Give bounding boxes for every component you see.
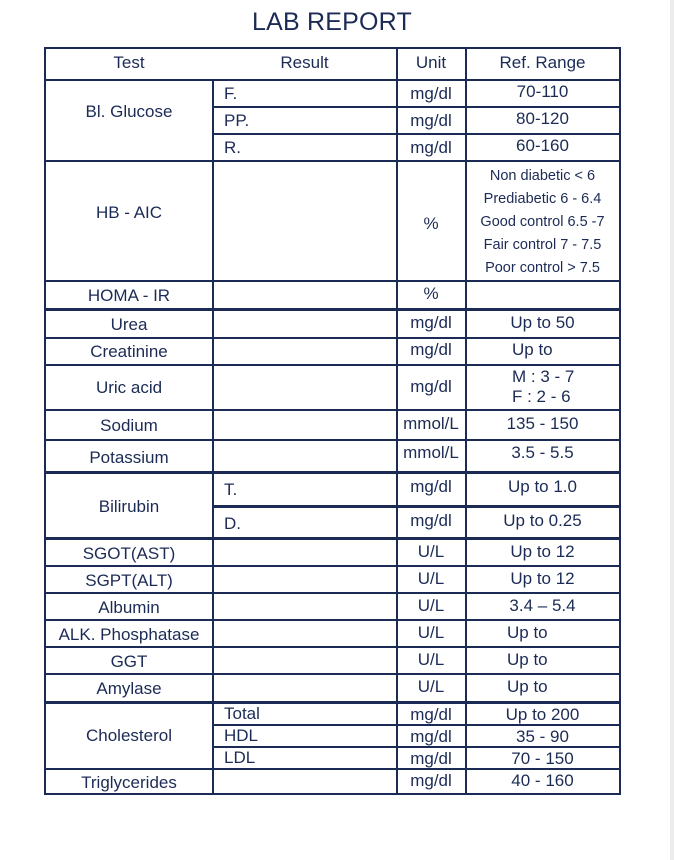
ref-sgpt: Up to 12 xyxy=(510,569,575,588)
ref-cholesterol-ldl: 70 - 150 xyxy=(511,749,574,768)
divider-test-result xyxy=(212,79,214,795)
test-albumin: Albumin xyxy=(98,598,160,617)
ref-glucose-fasting: 70-110 xyxy=(516,82,569,101)
test-amylase: Amylase xyxy=(96,679,162,698)
unit-hba1c: % xyxy=(423,214,439,233)
test-blood-glucose: Bl. Glucose xyxy=(85,102,173,121)
test-bilirubin: Bilirubin xyxy=(98,497,160,516)
table-border-bottom xyxy=(44,793,621,795)
ref-glucose-random: 60-160 xyxy=(516,136,569,155)
unit-amylase: U/L xyxy=(417,677,445,696)
ref-hba1c-non-diabetic: Non diabetic < 6 xyxy=(489,168,596,184)
test-homa-ir: HOMA - IR xyxy=(87,286,171,305)
unit-bilirubin-total: mg/dl xyxy=(410,477,452,496)
sub-cholesterol-hdl: HDL xyxy=(224,726,259,745)
test-hba1c: HB - AIC xyxy=(95,203,163,222)
row-line xyxy=(44,280,621,282)
unit-creatinine: mg/dl xyxy=(410,340,452,359)
page-title: LAB REPORT xyxy=(252,8,412,36)
ref-glucose-pp: 80-120 xyxy=(516,109,569,128)
subrow-line xyxy=(212,133,621,135)
unit-glucose-random: mg/dl xyxy=(410,138,452,157)
ref-hba1c-poor-control: Poor control > 7.5 xyxy=(485,260,600,276)
ref-ggt: Up to xyxy=(507,650,548,669)
sub-cholesterol-ldl: LDL xyxy=(224,748,256,767)
ref-urea: Up to 50 xyxy=(510,313,575,332)
row-line xyxy=(44,409,621,411)
ref-alk-phosphatase: Up to xyxy=(507,623,548,642)
row-line xyxy=(44,160,621,162)
row-line xyxy=(44,79,621,81)
header-ref-range: Ref. Range xyxy=(499,53,586,72)
unit-glucose-fasting: mg/dl xyxy=(410,84,452,103)
row-line xyxy=(44,364,621,366)
sub-bilirubin-direct: D. xyxy=(224,514,241,533)
sub-glucose-pp: PP. xyxy=(224,111,250,130)
unit-triglycerides: mg/dl xyxy=(410,771,452,790)
header-test: Test xyxy=(113,53,145,72)
ref-creatinine: Up to xyxy=(512,340,553,359)
unit-homa-ir: % xyxy=(423,284,439,303)
test-sgot: SGOT(AST) xyxy=(82,544,176,563)
unit-albumin: U/L xyxy=(417,596,445,615)
ref-uric-acid-female: F : 2 - 6 xyxy=(512,387,571,406)
sub-glucose-random: R. xyxy=(224,138,241,157)
subrow-line xyxy=(212,505,621,508)
row-line xyxy=(44,646,621,648)
test-potassium: Potassium xyxy=(89,448,169,467)
test-sodium: Sodium xyxy=(100,416,158,435)
row-line xyxy=(44,673,621,675)
test-cholesterol: Cholesterol xyxy=(86,726,172,745)
sub-glucose-fasting: F. xyxy=(224,84,238,103)
test-triglycerides: Triglycerides xyxy=(81,773,177,792)
unit-glucose-pp: mg/dl xyxy=(410,111,452,130)
test-uric-acid: Uric acid xyxy=(95,378,163,397)
test-ggt: GGT xyxy=(110,652,148,671)
unit-bilirubin-direct: mg/dl xyxy=(410,511,452,530)
row-line xyxy=(44,337,621,339)
row-line-thick xyxy=(44,701,621,704)
row-line-thick xyxy=(44,537,621,540)
unit-sodium: mmol/L xyxy=(403,414,459,433)
test-urea: Urea xyxy=(110,315,148,334)
header-unit: Unit xyxy=(415,53,447,72)
row-line xyxy=(44,439,621,441)
unit-alk-phosphatase: U/L xyxy=(417,623,445,642)
table-border-top xyxy=(44,47,621,49)
ref-hba1c-fair-control: Fair control 7 - 7.5 xyxy=(483,237,602,253)
row-line-thick xyxy=(44,471,621,474)
unit-sgot: U/L xyxy=(417,542,445,561)
ref-triglycerides: 40 - 160 xyxy=(511,771,574,790)
row-line xyxy=(44,619,621,621)
ref-potassium: 3.5 - 5.5 xyxy=(511,443,574,462)
ref-sodium: 135 - 150 xyxy=(506,414,579,433)
unit-cholesterol-total: mg/dl xyxy=(410,705,452,724)
unit-ggt: U/L xyxy=(417,650,445,669)
unit-urea: mg/dl xyxy=(410,313,452,332)
header-result: Result xyxy=(280,53,329,72)
ref-sgot: Up to 12 xyxy=(510,542,575,561)
ref-albumin: 3.4 – 5.4 xyxy=(509,596,576,615)
ref-uric-acid-male: M : 3 - 7 xyxy=(512,367,575,386)
test-alk-phosphatase: ALK. Phosphatase xyxy=(58,625,200,644)
sub-cholesterol-total: Total xyxy=(224,704,260,723)
unit-uric-acid: mg/dl xyxy=(410,377,452,396)
ref-bilirubin-direct: Up to 0.25 xyxy=(503,511,582,530)
subrow-line xyxy=(212,106,621,108)
ref-cholesterol-hdl: 35 - 90 xyxy=(516,727,569,746)
ref-hba1c-good-control: Good control 6.5 -7 xyxy=(480,214,605,230)
test-creatinine: Creatinine xyxy=(90,342,168,361)
unit-sgpt: U/L xyxy=(417,569,445,588)
ref-amylase: Up to xyxy=(507,677,548,696)
test-sgpt: SGPT(ALT) xyxy=(85,571,173,590)
row-line-thick xyxy=(44,308,621,311)
ref-hba1c-prediabetic: Prediabetic 6 - 6.4 xyxy=(483,191,602,207)
row-line xyxy=(44,592,621,594)
unit-potassium: mmol/L xyxy=(403,443,459,462)
sub-bilirubin-total: T. xyxy=(224,480,238,499)
unit-cholesterol-hdl: mg/dl xyxy=(410,727,452,746)
row-line xyxy=(44,565,621,567)
ref-cholesterol-total: Up to 200 xyxy=(505,705,580,724)
ref-bilirubin-total: Up to 1.0 xyxy=(508,477,577,496)
page-edge xyxy=(670,0,674,860)
unit-cholesterol-ldl: mg/dl xyxy=(410,749,452,768)
